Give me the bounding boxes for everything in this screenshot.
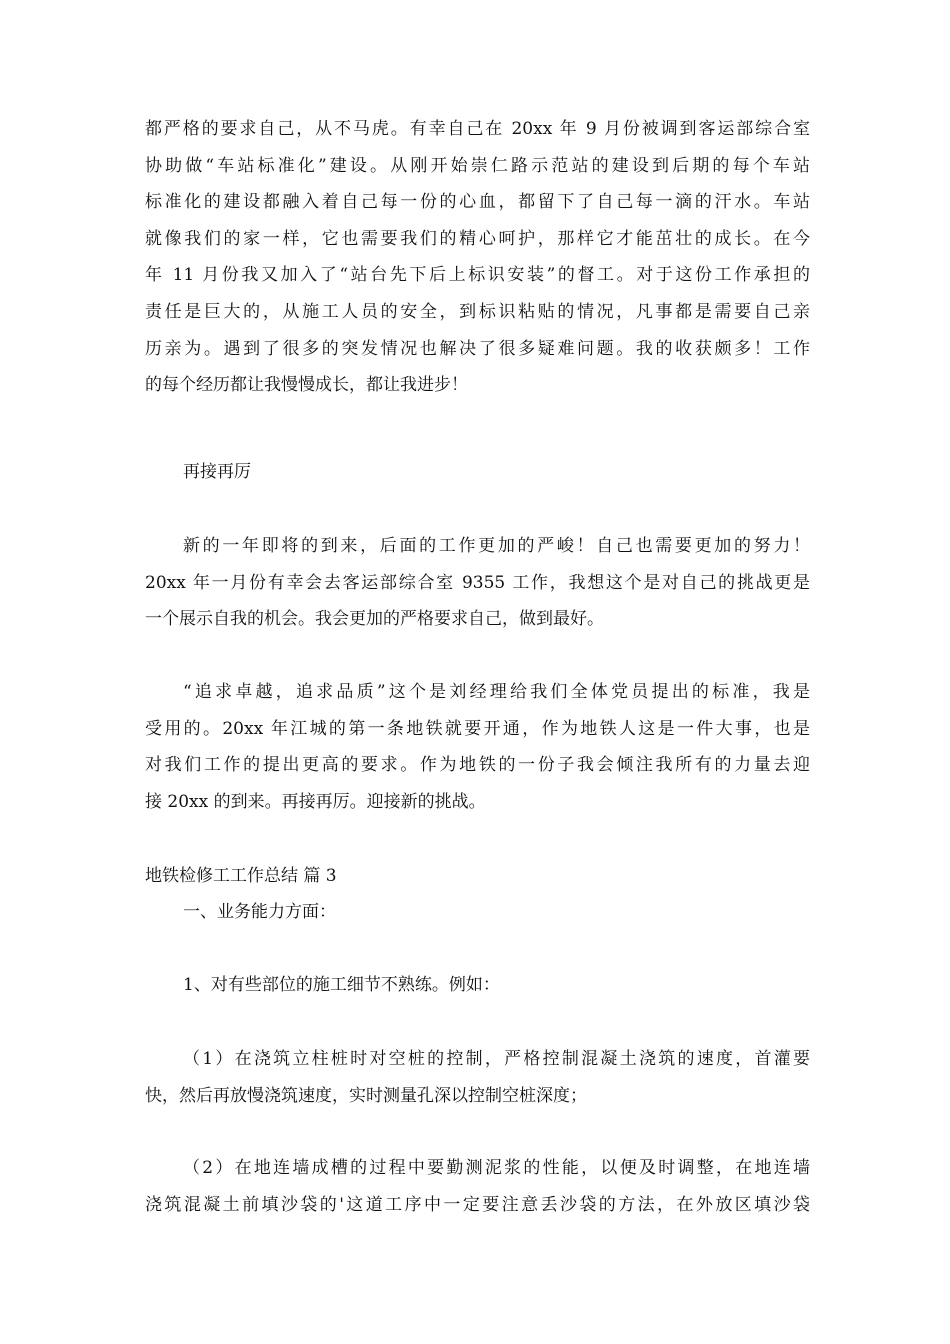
section-item-construction-details bbox=[145, 967, 810, 1004]
text-line: 协助做“车站标准化”建设。从刚开始崇仁路示范站的建设到后期的每个车站 bbox=[145, 155, 810, 176]
text-line: 受用的。20xx 年江城的第一条地铁就要开通，作为地铁人这是一件大事，也是 bbox=[145, 718, 810, 739]
paragraph-item-2 bbox=[145, 1150, 810, 1223]
text-line: 新的一年即将的到来，后面的工作更加的严峻！自己也需要更加的努力！ bbox=[183, 536, 810, 556]
text-line: 责任是巨大的，从施工人员的安全，到标识粘贴的情况，凡事都是需要自己亲 bbox=[145, 301, 810, 322]
text-line: 接 20xx 的到来。再接再厉。迎接新的挑战。 bbox=[145, 791, 486, 812]
section-item-business-ability bbox=[145, 894, 810, 931]
section-title: 地铁检修工工作总结 篇 3 bbox=[145, 866, 337, 886]
paragraph-work-experience bbox=[145, 111, 810, 404]
text-line: 年 11 月份我又加入了“站台先下后上标识安装”的督工。对于这份工作承担的 bbox=[145, 265, 810, 286]
text-line: 一、业务能力方面： bbox=[183, 902, 336, 922]
text-line: 快，然后再放慢浇筑速度，实时测量孔深以控制空桩深度； bbox=[145, 1085, 587, 1106]
paragraph-new-year bbox=[145, 528, 810, 638]
text-line: 浇筑混凝土前填沙袋的'这道工序中一定要注意丢沙袋的方法，在外放区填沙袋 bbox=[145, 1194, 810, 1215]
text-line: 标准化的建设都融入着自己每一份的心血，都留下了自己每一滴的汗水。车站 bbox=[145, 192, 810, 213]
text-line: 都严格的要求自己，从不马虎。有幸自己在 20xx 年 9 月份被调到客运部综合室 bbox=[145, 119, 810, 139]
text-line: 20xx 年一月份有幸会去客运部综合室 9355 工作，我想这个是对自己的挑战更是 bbox=[145, 572, 810, 593]
text-line: 历亲为。遇到了很多的突发情况也解决了很多疑难问题。我的收获颇多！工作 bbox=[145, 338, 810, 359]
text-line: 的每个经历都让我慢慢成长，都让我进步！ bbox=[145, 375, 468, 396]
text-line: 对我们工作的提出更高的要求。作为地铁的一份子我会倾注我所有的力量去迎 bbox=[145, 755, 810, 776]
text-line: （2）在地连墙成槽的过程中要勤测泥浆的性能，以便及时调整，在地连墙 bbox=[183, 1158, 810, 1178]
subheading-text: 再接再厉 bbox=[183, 462, 251, 482]
text-line: “追求卓越，追求品质”这个是刘经理给我们全体党员提出的标准，我是 bbox=[183, 682, 810, 702]
subheading-keep-going bbox=[145, 454, 810, 491]
paragraph-pursue-excellence bbox=[145, 674, 810, 820]
text-line: 一个展示自我的机会。我会更加的严格要求自己，做到最好。 bbox=[145, 609, 604, 630]
paragraph-item-1 bbox=[145, 1041, 810, 1114]
text-line: （1）在浇筑立柱桩时对空桩的控制，严格控制混凝土浇筑的速度，首灌要 bbox=[183, 1049, 810, 1069]
text-line: 就像我们的家一样，它也需要我们的精心呵护，那样它才能茁壮的成长。在今 bbox=[145, 228, 810, 249]
text-line: 1、对有些部位的施工细节不熟练。例如： bbox=[183, 975, 500, 995]
